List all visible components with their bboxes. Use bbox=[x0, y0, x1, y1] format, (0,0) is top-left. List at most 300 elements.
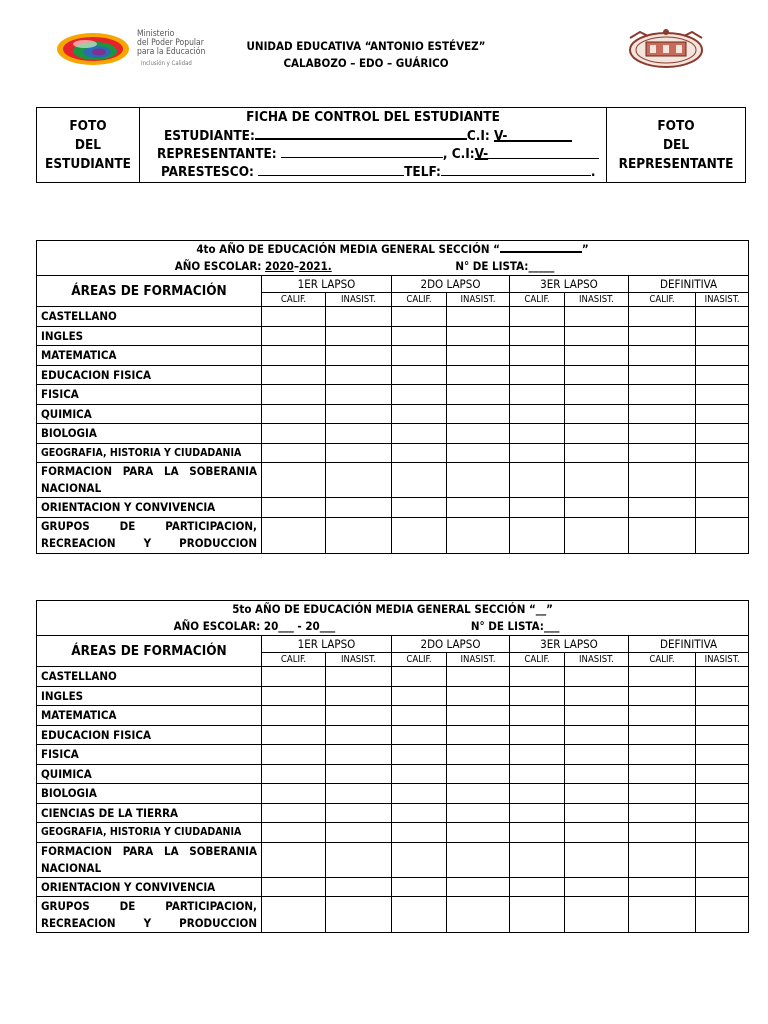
absence-cell[interactable] bbox=[696, 498, 749, 518]
rep-ci-field[interactable] bbox=[474, 146, 599, 162]
absence-cell[interactable] bbox=[565, 784, 629, 804]
absence-cell[interactable] bbox=[696, 803, 749, 823]
subject-name: INGLES bbox=[37, 326, 262, 346]
absence-cell[interactable] bbox=[696, 463, 749, 498]
grade-cell[interactable] bbox=[629, 897, 696, 933]
subject-name: BIOLOGIA bbox=[37, 784, 262, 804]
table-row bbox=[37, 877, 749, 897]
grade-cell[interactable] bbox=[629, 823, 696, 843]
grade-cell[interactable] bbox=[392, 443, 447, 463]
grade-cell[interactable] bbox=[510, 517, 565, 553]
grade-cell[interactable] bbox=[510, 764, 565, 784]
absence-cell[interactable] bbox=[565, 385, 629, 405]
lapso-2-header: 2DO LAPSO bbox=[392, 276, 510, 293]
calif-header: CALIF. bbox=[392, 293, 447, 307]
ci-field[interactable] bbox=[494, 128, 572, 142]
student-name-field[interactable] bbox=[255, 126, 467, 140]
ci-prefix: V- bbox=[493, 128, 508, 144]
list5-label[interactable]: N° DE LISTA:___ bbox=[470, 619, 560, 633]
areas-header: ÁREAS DE FORMACIÓN bbox=[37, 276, 262, 307]
subject-name: CASTELLANO bbox=[37, 307, 262, 327]
grade-cell[interactable] bbox=[510, 686, 565, 706]
absence-cell[interactable] bbox=[696, 686, 749, 706]
ci-label: C.I: bbox=[466, 128, 490, 144]
grade-cell[interactable] bbox=[262, 897, 326, 933]
table-row bbox=[37, 706, 749, 726]
grade-cell[interactable] bbox=[510, 897, 565, 933]
subject-name: EDUCACION FISICA bbox=[37, 365, 262, 385]
subject-name: INGLES bbox=[37, 686, 262, 706]
absence-cell[interactable] bbox=[696, 326, 749, 346]
absence-cell[interactable] bbox=[565, 404, 629, 424]
absence-cell[interactable] bbox=[565, 307, 629, 327]
absence-cell[interactable] bbox=[326, 877, 392, 897]
grade-cell[interactable] bbox=[629, 404, 696, 424]
table-row bbox=[37, 443, 749, 463]
grade-cell[interactable] bbox=[392, 517, 447, 553]
grade-cell[interactable] bbox=[392, 686, 447, 706]
lapso-2-header: 2DO LAPSO bbox=[392, 636, 510, 653]
grade-cell[interactable] bbox=[262, 725, 326, 745]
control-title: FICHA DE CONTROL DEL ESTUDIANTE bbox=[246, 109, 500, 125]
absence-cell[interactable] bbox=[326, 463, 392, 498]
school-location: CALABOZO – EDO – GUÁRICO bbox=[283, 56, 449, 70]
absence-cell[interactable] bbox=[326, 745, 392, 765]
calif-header: CALIF. bbox=[262, 653, 326, 667]
list-number-field[interactable]: _____ bbox=[528, 259, 555, 273]
grade-cell[interactable] bbox=[392, 365, 447, 385]
grade-cell[interactable] bbox=[262, 404, 326, 424]
grade-cell[interactable] bbox=[510, 424, 565, 444]
grade-cell[interactable] bbox=[262, 443, 326, 463]
absence-cell[interactable] bbox=[326, 517, 392, 553]
kinship-field[interactable] bbox=[258, 163, 404, 176]
absence-cell[interactable] bbox=[565, 803, 629, 823]
absence-cell[interactable] bbox=[565, 365, 629, 385]
grade-cell[interactable] bbox=[392, 424, 447, 444]
rep-ci-prefix: V- bbox=[474, 146, 489, 162]
absence-cell[interactable] bbox=[447, 365, 510, 385]
grade-cell[interactable] bbox=[392, 498, 447, 518]
grade-cell[interactable] bbox=[392, 897, 447, 933]
absence-cell[interactable] bbox=[447, 706, 510, 726]
inasist-header: INASIST. bbox=[447, 653, 510, 667]
subject-name: FISICA bbox=[37, 385, 262, 405]
absence-cell[interactable] bbox=[696, 517, 749, 553]
absence-cell[interactable] bbox=[696, 745, 749, 765]
phone-label: TELF: bbox=[404, 164, 441, 180]
absence-cell[interactable] bbox=[696, 764, 749, 784]
grade-cell[interactable] bbox=[629, 326, 696, 346]
subject-name: FORMACION PARA LA SOBERANIA NACIONAL bbox=[37, 842, 262, 877]
grade-cell[interactable] bbox=[629, 667, 696, 687]
grade-cell[interactable] bbox=[510, 667, 565, 687]
grade-cell[interactable] bbox=[262, 667, 326, 687]
absence-cell[interactable] bbox=[447, 424, 510, 444]
grade-cell[interactable] bbox=[392, 404, 447, 424]
calif-header: CALIF. bbox=[392, 653, 447, 667]
grade-cell[interactable] bbox=[510, 463, 565, 498]
absence-cell[interactable] bbox=[447, 385, 510, 405]
grade-cell[interactable] bbox=[262, 784, 326, 804]
absence-cell[interactable] bbox=[565, 463, 629, 498]
photo-label-2: DEL bbox=[74, 136, 102, 153]
grade-cell[interactable] bbox=[629, 686, 696, 706]
absence-cell[interactable] bbox=[696, 346, 749, 366]
absence-cell[interactable] bbox=[696, 842, 749, 877]
absence-cell[interactable] bbox=[326, 404, 392, 424]
subject-name: FORMACION PARA LA SOBERANIA NACIONAL bbox=[37, 463, 262, 498]
absence-cell[interactable] bbox=[447, 404, 510, 424]
grade-cell[interactable] bbox=[262, 424, 326, 444]
subject-name: BIOLOGIA bbox=[37, 424, 262, 444]
absence-cell[interactable] bbox=[565, 725, 629, 745]
representative-label: REPRESENTANTE: bbox=[157, 146, 277, 162]
absence-cell[interactable] bbox=[696, 706, 749, 726]
absence-cell[interactable] bbox=[326, 498, 392, 518]
subject-name: GEOGRAFIA, HISTORIA Y CIUDADANIA bbox=[37, 443, 262, 463]
grade-cell[interactable] bbox=[392, 803, 447, 823]
grade-cell[interactable] bbox=[392, 745, 447, 765]
grade-cell[interactable] bbox=[262, 326, 326, 346]
inasist-header: INASIST. bbox=[326, 653, 392, 667]
phone-end: . bbox=[590, 164, 596, 180]
absence-cell[interactable] bbox=[447, 803, 510, 823]
kinship-label: PARESTESCO: bbox=[161, 164, 254, 180]
grade-cell[interactable] bbox=[629, 365, 696, 385]
year-end: 2021. bbox=[299, 259, 332, 273]
table-row bbox=[37, 424, 749, 444]
student-control-box bbox=[36, 107, 746, 183]
grade-cell[interactable] bbox=[629, 877, 696, 897]
inasist-header: INASIST. bbox=[326, 293, 392, 307]
calif-header: CALIF. bbox=[262, 293, 326, 307]
grade-cell[interactable] bbox=[510, 706, 565, 726]
grade-cell[interactable] bbox=[262, 365, 326, 385]
crest-icon bbox=[622, 26, 710, 70]
absence-cell[interactable] bbox=[565, 498, 629, 518]
grade-cell[interactable] bbox=[392, 725, 447, 745]
lapso-3-header: 3ER LAPSO bbox=[510, 276, 629, 293]
absence-cell[interactable] bbox=[447, 686, 510, 706]
grade-cell[interactable] bbox=[629, 463, 696, 498]
inasist-header: INASIST. bbox=[447, 293, 510, 307]
absence-cell[interactable] bbox=[447, 842, 510, 877]
grade-cell[interactable] bbox=[629, 764, 696, 784]
photo-label-1: FOTO bbox=[69, 117, 107, 134]
absence-cell[interactable] bbox=[447, 784, 510, 804]
absence-cell[interactable] bbox=[565, 823, 629, 843]
ministry-tagline: Inclusión y Calidad bbox=[141, 60, 192, 67]
grade-cell[interactable] bbox=[262, 877, 326, 897]
grade-cell[interactable] bbox=[262, 498, 326, 518]
absence-cell[interactable] bbox=[696, 385, 749, 405]
student-info bbox=[140, 108, 606, 182]
absence-cell[interactable] bbox=[565, 326, 629, 346]
table-row bbox=[37, 404, 749, 424]
section-field[interactable] bbox=[500, 241, 582, 253]
grade-cell[interactable] bbox=[629, 424, 696, 444]
subject-name: GRUPOS DE PARTICIPACION, RECREACION Y PRODUCCION bbox=[37, 897, 262, 933]
absence-cell[interactable] bbox=[696, 877, 749, 897]
absence-cell[interactable] bbox=[326, 897, 392, 933]
inasist-header: INASIST. bbox=[565, 653, 629, 667]
grade-cell[interactable] bbox=[392, 326, 447, 346]
table-row bbox=[37, 725, 749, 745]
table-5to-year-line bbox=[41, 618, 744, 635]
grade-cell[interactable] bbox=[510, 784, 565, 804]
absence-cell[interactable] bbox=[565, 897, 629, 933]
absence-cell[interactable] bbox=[326, 667, 392, 687]
list-label: N° DE LISTA: bbox=[455, 259, 529, 273]
grade-cell[interactable] bbox=[510, 803, 565, 823]
grade-cell[interactable] bbox=[262, 706, 326, 726]
rep-ci-label: , C.I: bbox=[442, 146, 475, 162]
areas-header: ÁREAS DE FORMACIÓN bbox=[37, 636, 262, 667]
subject-name: GEOGRAFIA, HISTORIA Y CIUDADANIA bbox=[37, 823, 262, 843]
grade-cell[interactable] bbox=[510, 498, 565, 518]
ministry-line3: para la Educación bbox=[137, 47, 206, 57]
absence-cell[interactable] bbox=[696, 897, 749, 933]
absence-cell[interactable] bbox=[447, 667, 510, 687]
absence-cell[interactable] bbox=[447, 517, 510, 553]
table-row bbox=[37, 842, 749, 877]
subject-name: CIENCIAS DE LA TIERRA bbox=[37, 803, 262, 823]
grade-cell[interactable] bbox=[262, 745, 326, 765]
absence-cell[interactable] bbox=[326, 706, 392, 726]
absence-cell[interactable] bbox=[326, 764, 392, 784]
absence-cell[interactable] bbox=[326, 842, 392, 877]
representative-name-field[interactable] bbox=[281, 145, 443, 158]
grade-cell[interactable] bbox=[392, 667, 447, 687]
grade-cell[interactable] bbox=[262, 346, 326, 366]
table-row bbox=[37, 326, 749, 346]
absence-cell[interactable] bbox=[447, 745, 510, 765]
table-row bbox=[37, 307, 749, 327]
absence-cell[interactable] bbox=[696, 725, 749, 745]
grade-cell[interactable] bbox=[510, 365, 565, 385]
school-name: UNIDAD EDUCATIVA “ANTONIO ESTÉVEZ” bbox=[246, 39, 486, 53]
grade-cell[interactable] bbox=[510, 326, 565, 346]
grade-cell[interactable] bbox=[392, 346, 447, 366]
phone-field[interactable] bbox=[441, 163, 591, 176]
absence-cell[interactable] bbox=[447, 307, 510, 327]
inasist-header: INASIST. bbox=[565, 293, 629, 307]
table-row bbox=[37, 803, 749, 823]
grade-cell[interactable] bbox=[629, 517, 696, 553]
absence-cell[interactable] bbox=[447, 725, 510, 745]
absence-cell[interactable] bbox=[447, 326, 510, 346]
kinship-line bbox=[161, 163, 596, 180]
table-row bbox=[37, 365, 749, 385]
grade-cell[interactable] bbox=[629, 498, 696, 518]
table-5to-header bbox=[37, 601, 749, 636]
grade-cell[interactable] bbox=[510, 823, 565, 843]
grade-cell[interactable] bbox=[392, 823, 447, 843]
absence-cell[interactable] bbox=[565, 877, 629, 897]
grade-cell[interactable] bbox=[510, 842, 565, 877]
table-row bbox=[37, 517, 749, 553]
grade-cell[interactable] bbox=[510, 877, 565, 897]
subject-name: CASTELLANO bbox=[37, 667, 262, 687]
grades-table-5to bbox=[36, 600, 749, 933]
table-row bbox=[37, 385, 749, 405]
rep-photo-label-3: REPRESENTANTE bbox=[618, 155, 734, 172]
table-row bbox=[37, 667, 749, 687]
rep-photo-label-2: DEL bbox=[662, 136, 690, 153]
subject-name: MATEMATICA bbox=[37, 706, 262, 726]
grades-table-4to bbox=[36, 240, 749, 554]
table-row bbox=[37, 897, 749, 933]
grade-cell[interactable] bbox=[629, 443, 696, 463]
absence-cell[interactable] bbox=[696, 443, 749, 463]
grade-cell[interactable] bbox=[392, 877, 447, 897]
student-label: ESTUDIANTE: bbox=[164, 128, 255, 144]
grade-cell[interactable] bbox=[629, 745, 696, 765]
grade-cell[interactable] bbox=[510, 443, 565, 463]
absence-cell[interactable] bbox=[447, 346, 510, 366]
absence-cell[interactable] bbox=[565, 745, 629, 765]
lapso-1-header: 1ER LAPSO bbox=[262, 276, 392, 293]
grade-cell[interactable] bbox=[392, 842, 447, 877]
table-row bbox=[37, 463, 749, 498]
table-4to-title: 4to AÑO DE EDUCACIÓN MEDIA GENERAL SECCIÓN “ ” bbox=[196, 242, 589, 256]
absence-cell[interactable] bbox=[326, 784, 392, 804]
absence-cell[interactable] bbox=[326, 823, 392, 843]
absence-cell[interactable] bbox=[696, 667, 749, 687]
absence-cell[interactable] bbox=[696, 424, 749, 444]
grade-cell[interactable] bbox=[629, 346, 696, 366]
grade-cell[interactable] bbox=[262, 307, 326, 327]
definitiva-header: DEFINITIVA bbox=[629, 276, 749, 293]
absence-cell[interactable] bbox=[565, 517, 629, 553]
grade-cell[interactable] bbox=[510, 346, 565, 366]
ministry-line1: Ministerio bbox=[137, 29, 175, 39]
absence-cell[interactable] bbox=[326, 443, 392, 463]
lapso-3-header: 3ER LAPSO bbox=[510, 636, 629, 653]
calif-header: CALIF. bbox=[629, 293, 696, 307]
grade-cell[interactable] bbox=[510, 404, 565, 424]
representative-photo-box bbox=[606, 108, 745, 182]
lapso-1-header: 1ER LAPSO bbox=[262, 636, 392, 653]
year5-label: AÑO ESCOLAR: 20___ - 20___ bbox=[173, 619, 336, 633]
grade-cell[interactable] bbox=[392, 385, 447, 405]
absence-cell[interactable] bbox=[447, 897, 510, 933]
absence-cell[interactable] bbox=[565, 346, 629, 366]
grade-cell[interactable] bbox=[629, 725, 696, 745]
absence-cell[interactable] bbox=[696, 365, 749, 385]
grade-cell[interactable] bbox=[262, 686, 326, 706]
grade-cell[interactable] bbox=[629, 706, 696, 726]
subject-name: EDUCACION FISICA bbox=[37, 725, 262, 745]
grade-cell[interactable] bbox=[392, 307, 447, 327]
grade-cell[interactable] bbox=[629, 842, 696, 877]
table-row bbox=[37, 686, 749, 706]
absence-cell[interactable] bbox=[565, 764, 629, 784]
grade-cell[interactable] bbox=[262, 764, 326, 784]
grade-cell[interactable] bbox=[629, 385, 696, 405]
subject-name: GRUPOS DE PARTICIPACION, RECREACION Y PRODUCCION bbox=[37, 517, 262, 553]
subject-name: QUIMICA bbox=[37, 404, 262, 424]
table-4to-year-line: AÑO ESCOLAR: 2020–2021. N° DE LISTA:_____ bbox=[174, 259, 555, 273]
year-start: 2020 bbox=[265, 259, 294, 273]
absence-cell[interactable] bbox=[326, 803, 392, 823]
grade-cell[interactable] bbox=[262, 385, 326, 405]
grade-cell[interactable] bbox=[262, 463, 326, 498]
table-row bbox=[37, 498, 749, 518]
absence-cell[interactable] bbox=[326, 686, 392, 706]
absence-cell[interactable] bbox=[447, 877, 510, 897]
absence-cell[interactable] bbox=[447, 463, 510, 498]
grade-cell[interactable] bbox=[510, 725, 565, 745]
absence-cell[interactable] bbox=[565, 667, 629, 687]
representative-line bbox=[157, 145, 599, 162]
absence-cell[interactable] bbox=[447, 443, 510, 463]
grade-cell[interactable] bbox=[392, 764, 447, 784]
grade-cell[interactable] bbox=[262, 803, 326, 823]
absence-cell[interactable] bbox=[696, 307, 749, 327]
grade-cell[interactable] bbox=[629, 307, 696, 327]
grade-cell[interactable] bbox=[510, 745, 565, 765]
grade-cell[interactable] bbox=[629, 784, 696, 804]
ministry-line2: del Poder Popular bbox=[137, 38, 204, 48]
grade-cell[interactable] bbox=[392, 463, 447, 498]
student-line bbox=[164, 126, 572, 144]
table-row bbox=[37, 346, 749, 366]
absence-cell[interactable] bbox=[326, 326, 392, 346]
absence-cell[interactable] bbox=[565, 443, 629, 463]
inasist-header: INASIST. bbox=[696, 293, 749, 307]
absence-cell[interactable] bbox=[565, 424, 629, 444]
absence-cell[interactable] bbox=[696, 404, 749, 424]
grade-cell[interactable] bbox=[262, 823, 326, 843]
table-row bbox=[37, 764, 749, 784]
absence-cell[interactable] bbox=[326, 365, 392, 385]
absence-cell[interactable] bbox=[447, 823, 510, 843]
inasist-header: INASIST. bbox=[696, 653, 749, 667]
grade-cell[interactable] bbox=[262, 842, 326, 877]
school-crest bbox=[622, 26, 710, 70]
subject-name: QUIMICA bbox=[37, 764, 262, 784]
rep-photo-label-1: FOTO bbox=[657, 117, 695, 134]
grade-cell[interactable] bbox=[510, 307, 565, 327]
grade-cell[interactable] bbox=[510, 385, 565, 405]
absence-cell[interactable] bbox=[326, 346, 392, 366]
calif-header: CALIF. bbox=[629, 653, 696, 667]
absence-cell[interactable] bbox=[565, 842, 629, 877]
subject-name: ORIENTACION Y CONVIVENCIA bbox=[37, 877, 262, 897]
absence-cell[interactable] bbox=[326, 725, 392, 745]
absence-cell[interactable] bbox=[326, 424, 392, 444]
absence-cell[interactable] bbox=[447, 764, 510, 784]
year-label: AÑO ESCOLAR: bbox=[174, 259, 266, 273]
grade-cell[interactable] bbox=[262, 517, 326, 553]
absence-cell[interactable] bbox=[565, 686, 629, 706]
grade-cell[interactable] bbox=[392, 784, 447, 804]
subject-name: MATEMATICA bbox=[37, 346, 262, 366]
subject-name: FISICA bbox=[37, 745, 262, 765]
grade-cell[interactable] bbox=[392, 706, 447, 726]
grade-cell[interactable] bbox=[629, 803, 696, 823]
absence-cell[interactable] bbox=[696, 784, 749, 804]
absence-cell[interactable] bbox=[326, 385, 392, 405]
absence-cell[interactable] bbox=[565, 706, 629, 726]
table-row bbox=[37, 784, 749, 804]
calif-header: CALIF. bbox=[510, 293, 565, 307]
absence-cell[interactable] bbox=[447, 498, 510, 518]
absence-cell[interactable] bbox=[326, 307, 392, 327]
absence-cell[interactable] bbox=[696, 823, 749, 843]
